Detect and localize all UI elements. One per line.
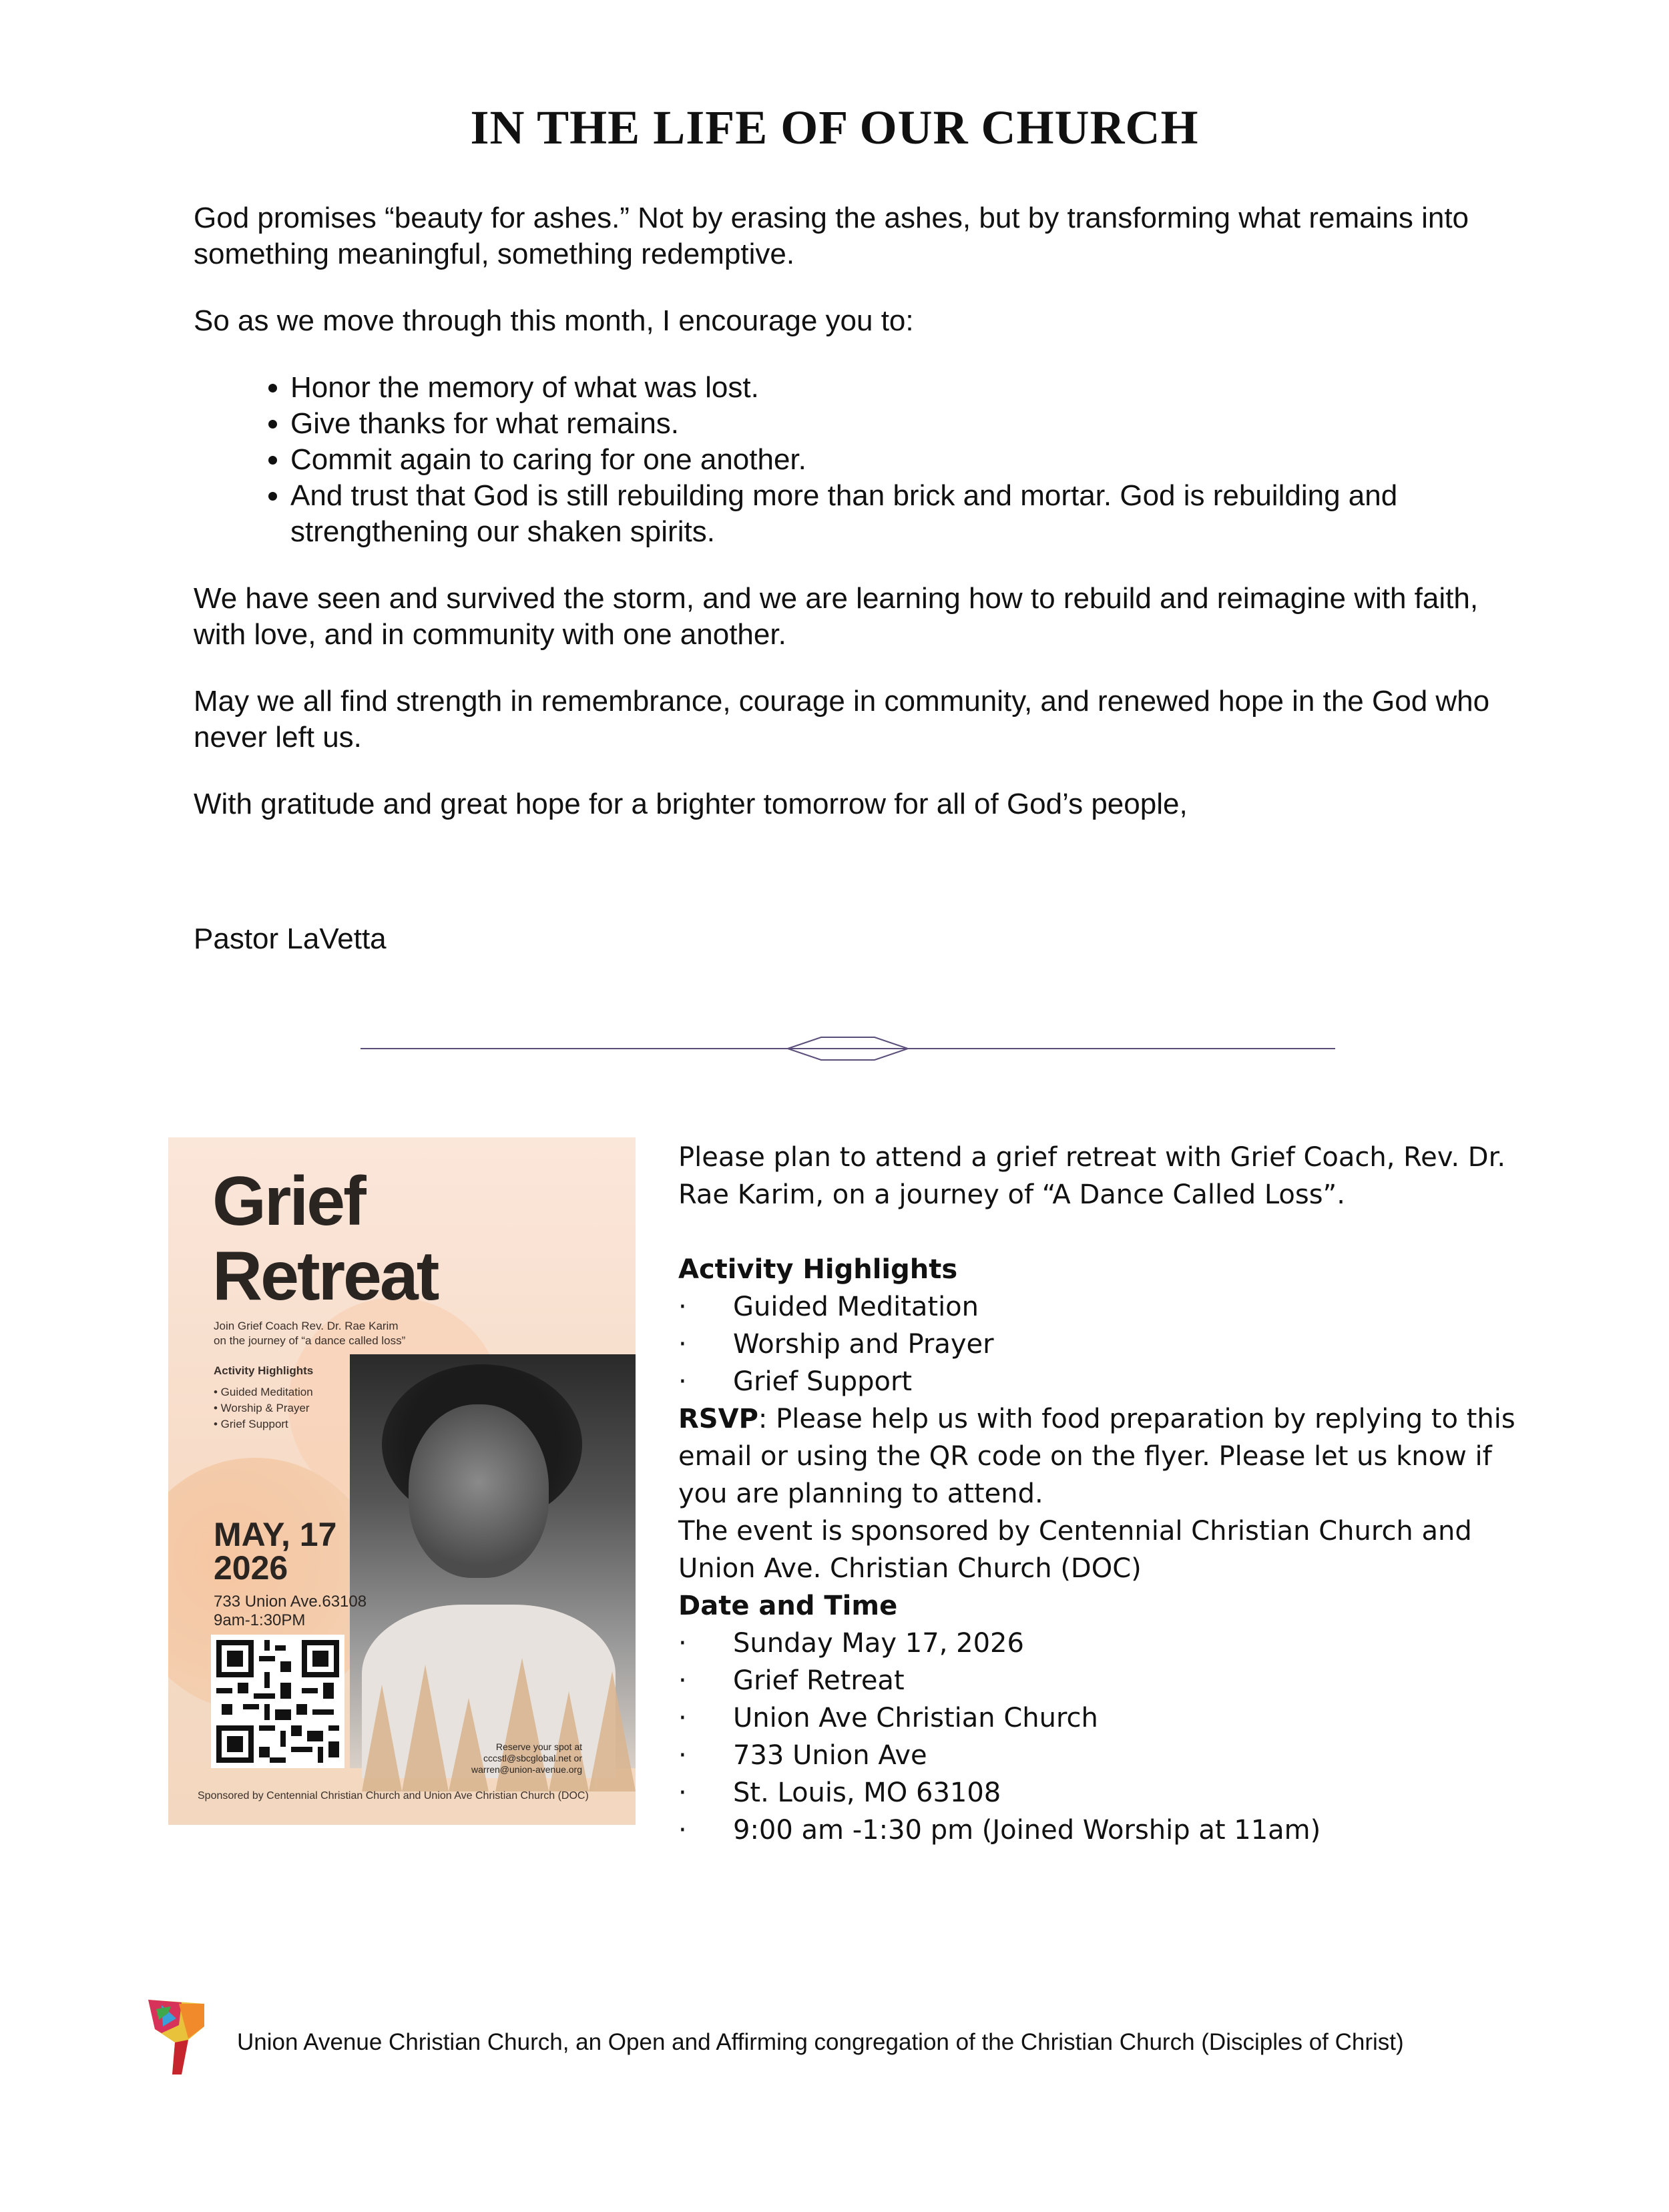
flyer-reserve-info: Reserve your spot at cccstl@sbcglobal.net or warren@union-avenue.org (471, 1741, 582, 1775)
list-item: · Grief Retreat (678, 1662, 1519, 1699)
letter-paragraph: So as we move through this month, I encourage you to: (194, 304, 914, 337)
rsvp-paragraph (678, 1400, 1519, 1512)
flyer-highlights-title: Activity Highlights (214, 1364, 314, 1377)
letter-paragraph: May we all find strength in remembrance, courage in community, and renewed hope in the God who never left us. (194, 685, 1490, 754)
highlights-heading: Activity Highlights (678, 1254, 958, 1285)
list-item: · Worship and Prayer (678, 1326, 1519, 1363)
list-item: · Grief Support (678, 1363, 1519, 1400)
rsvp-label: RSVP (678, 1404, 758, 1434)
list-item: • Commit again to caring for one another. (290, 442, 1515, 478)
footer-text: Union Avenue Christian Church, an Open and Affirming congregation of the Christian Church (Disciples of Christ) (237, 2029, 1404, 2055)
list-item: · St. Louis, MO 63108 (678, 1774, 1519, 1812)
list-item: · Guided Meditation (678, 1288, 1519, 1326)
list-item: • Grief Support (214, 1418, 288, 1430)
qr-code[interactable] (211, 1635, 344, 1768)
grief-retreat-flyer (168, 1137, 636, 1825)
list-item: • Give thanks for what remains. (290, 406, 1515, 442)
list-item: • And trust that God is still rebuilding more than brick and mortar. God is rebuilding and strengthening our shaken spirits. (290, 478, 1515, 550)
flyer-address: 733 Union Ave.63108 9am-1:30PM (214, 1593, 367, 1629)
letter-paragraph: With gratitude and great hope for a brighter tomorrow for all of God’s people, (194, 788, 1188, 820)
rsvp-text: : Please help us with food preparation by replying to this email or using the QR code on the flyer. Please let us know if you are planning to attend. (678, 1404, 1515, 1509)
pastor-letter (194, 200, 1515, 853)
letter-paragraph: We have seen and survived the storm, and we are learning how to rebuild and reimagine with faith, with love, and in community with one another. (194, 582, 1479, 651)
list-item: · 9:00 am -1:30 pm (Joined Worship at 11am) (678, 1812, 1519, 1849)
qr-code-icon (211, 1635, 344, 1768)
sponsor-text: The event is sponsored by Centennial Christian Church and Union Ave. Christian Church (DOC) (678, 1516, 1472, 1584)
speaker-photo-face (409, 1404, 549, 1578)
details-list (678, 1625, 1519, 1849)
retreat-intro: Please plan to attend a grief retreat with Grief Coach, Rev. Dr. Rae Karim, on a journey of “A Dance Called Loss”. (678, 1142, 1506, 1210)
flyer-highlights (214, 1384, 313, 1432)
retreat-details (678, 1139, 1519, 1849)
encouragement-list (194, 370, 1515, 550)
highlights-list (678, 1288, 1519, 1400)
disciples-chalice-logo-icon (148, 2000, 204, 2075)
signature: Pastor LaVetta (194, 922, 387, 955)
flyer-date: MAY, 17 2026 (214, 1516, 337, 1587)
flyer-sponsor: Sponsored by Centennial Christian Church and Union Ave Christian Church (DOC) (198, 1790, 589, 1802)
section-divider (361, 1025, 1335, 1072)
date-heading: Date and Time (678, 1591, 898, 1621)
page-title: IN THE LIFE OF OUR CHURCH (470, 101, 1199, 154)
list-item: • Honor the memory of what was lost. (290, 370, 1515, 406)
flyer-invitation: Join Grief Coach Rev. Dr. Rae Karim on the journey of “a dance called loss” (214, 1320, 406, 1347)
list-item: • Worship & Prayer (214, 1402, 310, 1414)
list-item: · Union Ave Christian Church (678, 1699, 1519, 1737)
list-item: · Sunday May 17, 2026 (678, 1625, 1519, 1662)
letter-paragraph: God promises “beauty for ashes.” Not by erasing the ashes, but by transforming what remains into something meaningful, something redemptive. (194, 202, 1469, 270)
list-item: • Guided Meditation (214, 1386, 313, 1398)
list-item: · 733 Union Ave (678, 1737, 1519, 1774)
flyer-title: Grief Retreat (212, 1163, 438, 1315)
